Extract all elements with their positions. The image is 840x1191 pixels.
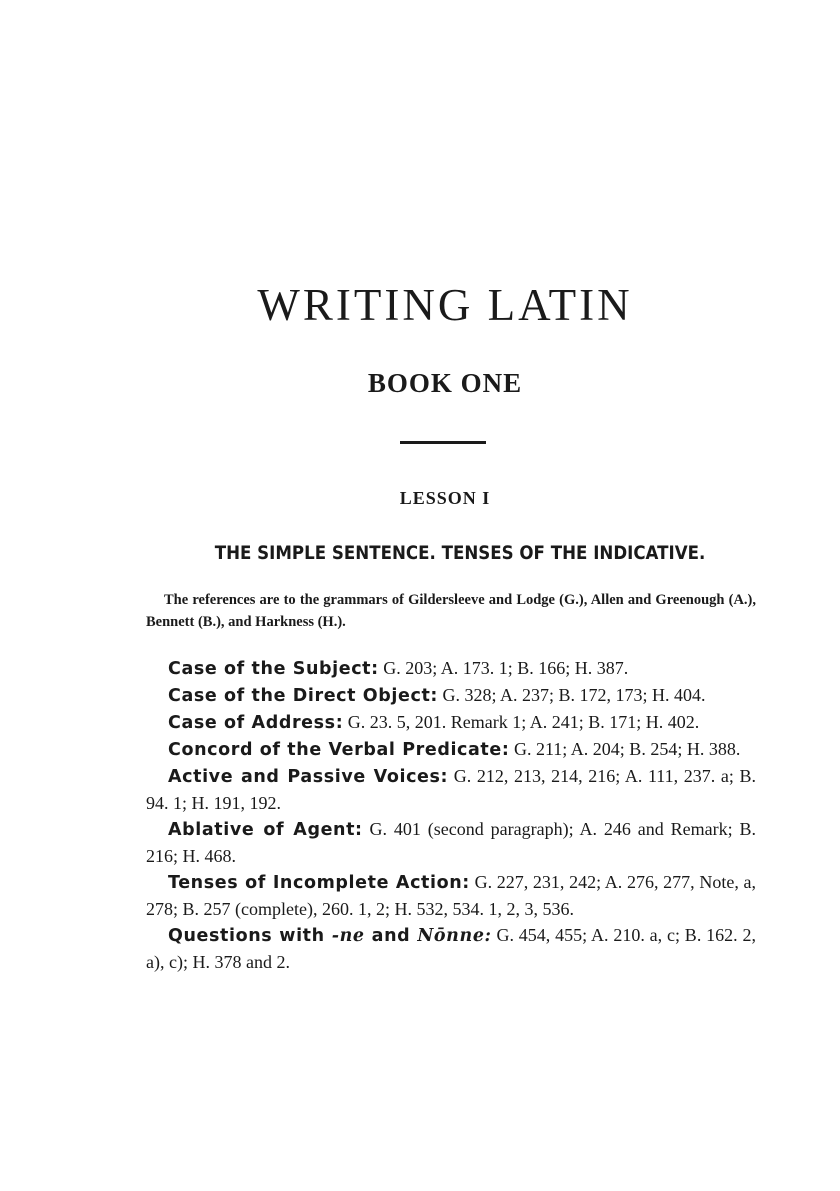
entry-refs: G. 211; A. 204; B. 254; H. 388. xyxy=(509,739,741,759)
entry-refs: G. 454, 455; A. 210. a, c; B. 162. 2, a), c); H. 378 and 2. xyxy=(146,925,756,972)
references-note: The references are to the grammars of Gildersleeve and Lodge (G.), Allen and Greenough (A.), Bennett (B.), and Harkness (H.). xyxy=(146,592,756,630)
book-title: WRITING LATIN xyxy=(257,280,633,330)
entry-heading-mid: and xyxy=(364,926,418,946)
lesson-heading: LESSON I xyxy=(399,488,491,508)
entry-refs: G. 328; A. 237; B. 172, 173; H. 404. xyxy=(438,685,706,705)
entry-heading: Concord of the Verbal Predicate: xyxy=(168,740,510,760)
entry-refs: G. 203; A. 173. 1; B. 166; H. 387. xyxy=(378,658,629,678)
reference-entry xyxy=(146,869,756,922)
entry-heading: Ablative of Agent: xyxy=(168,820,363,840)
lesson-subtitle: THE SIMPLE SENTENCE. TENSES OF THE INDICATIVE. xyxy=(214,543,706,564)
reference-entry xyxy=(146,682,756,709)
divider-rule xyxy=(400,441,486,444)
reference-list xyxy=(146,655,756,975)
reference-entry xyxy=(146,655,756,682)
entry-heading: Active and Passive Voices: xyxy=(168,767,449,787)
entry-heading: Case of the Subject: xyxy=(168,659,379,679)
reference-entry xyxy=(146,736,756,763)
entry-refs: G. 401 (second paragraph); A. 246 and Remark; B. 216; H. 468. xyxy=(146,819,756,866)
entry-refs: G. 227, 231, 242; A. 276, 277, Note, a, 278; B. 257 (complete), 260. 1, 2; H. 532, 534. 1, 2, 3, 536. xyxy=(146,872,756,919)
reference-entry xyxy=(146,763,756,816)
entry-refs: G. 23. 5, 201. Remark 1; A. 241; B. 171; H. 402. xyxy=(343,712,700,732)
entry-heading: Case of the Direct Object: xyxy=(168,686,439,706)
entry-heading-pre: Questions with xyxy=(168,926,332,946)
entry-heading: Tenses of Incomplete Action: xyxy=(168,873,470,893)
entry-heading-nonne: Nōnne: xyxy=(417,926,492,946)
book-subtitle: BOOK ONE xyxy=(367,368,523,398)
reference-entry xyxy=(146,922,756,975)
entry-heading: Case of Address: xyxy=(168,713,344,733)
entry-heading-ne: -ne xyxy=(331,926,365,946)
entry-refs: G. 212, 213, 214, 216; A. 111, 237. a; B. 94. 1; H. 191, 192. xyxy=(146,766,756,813)
entry-heading xyxy=(168,926,492,946)
reference-entry xyxy=(146,816,756,869)
reference-entry xyxy=(146,709,756,736)
